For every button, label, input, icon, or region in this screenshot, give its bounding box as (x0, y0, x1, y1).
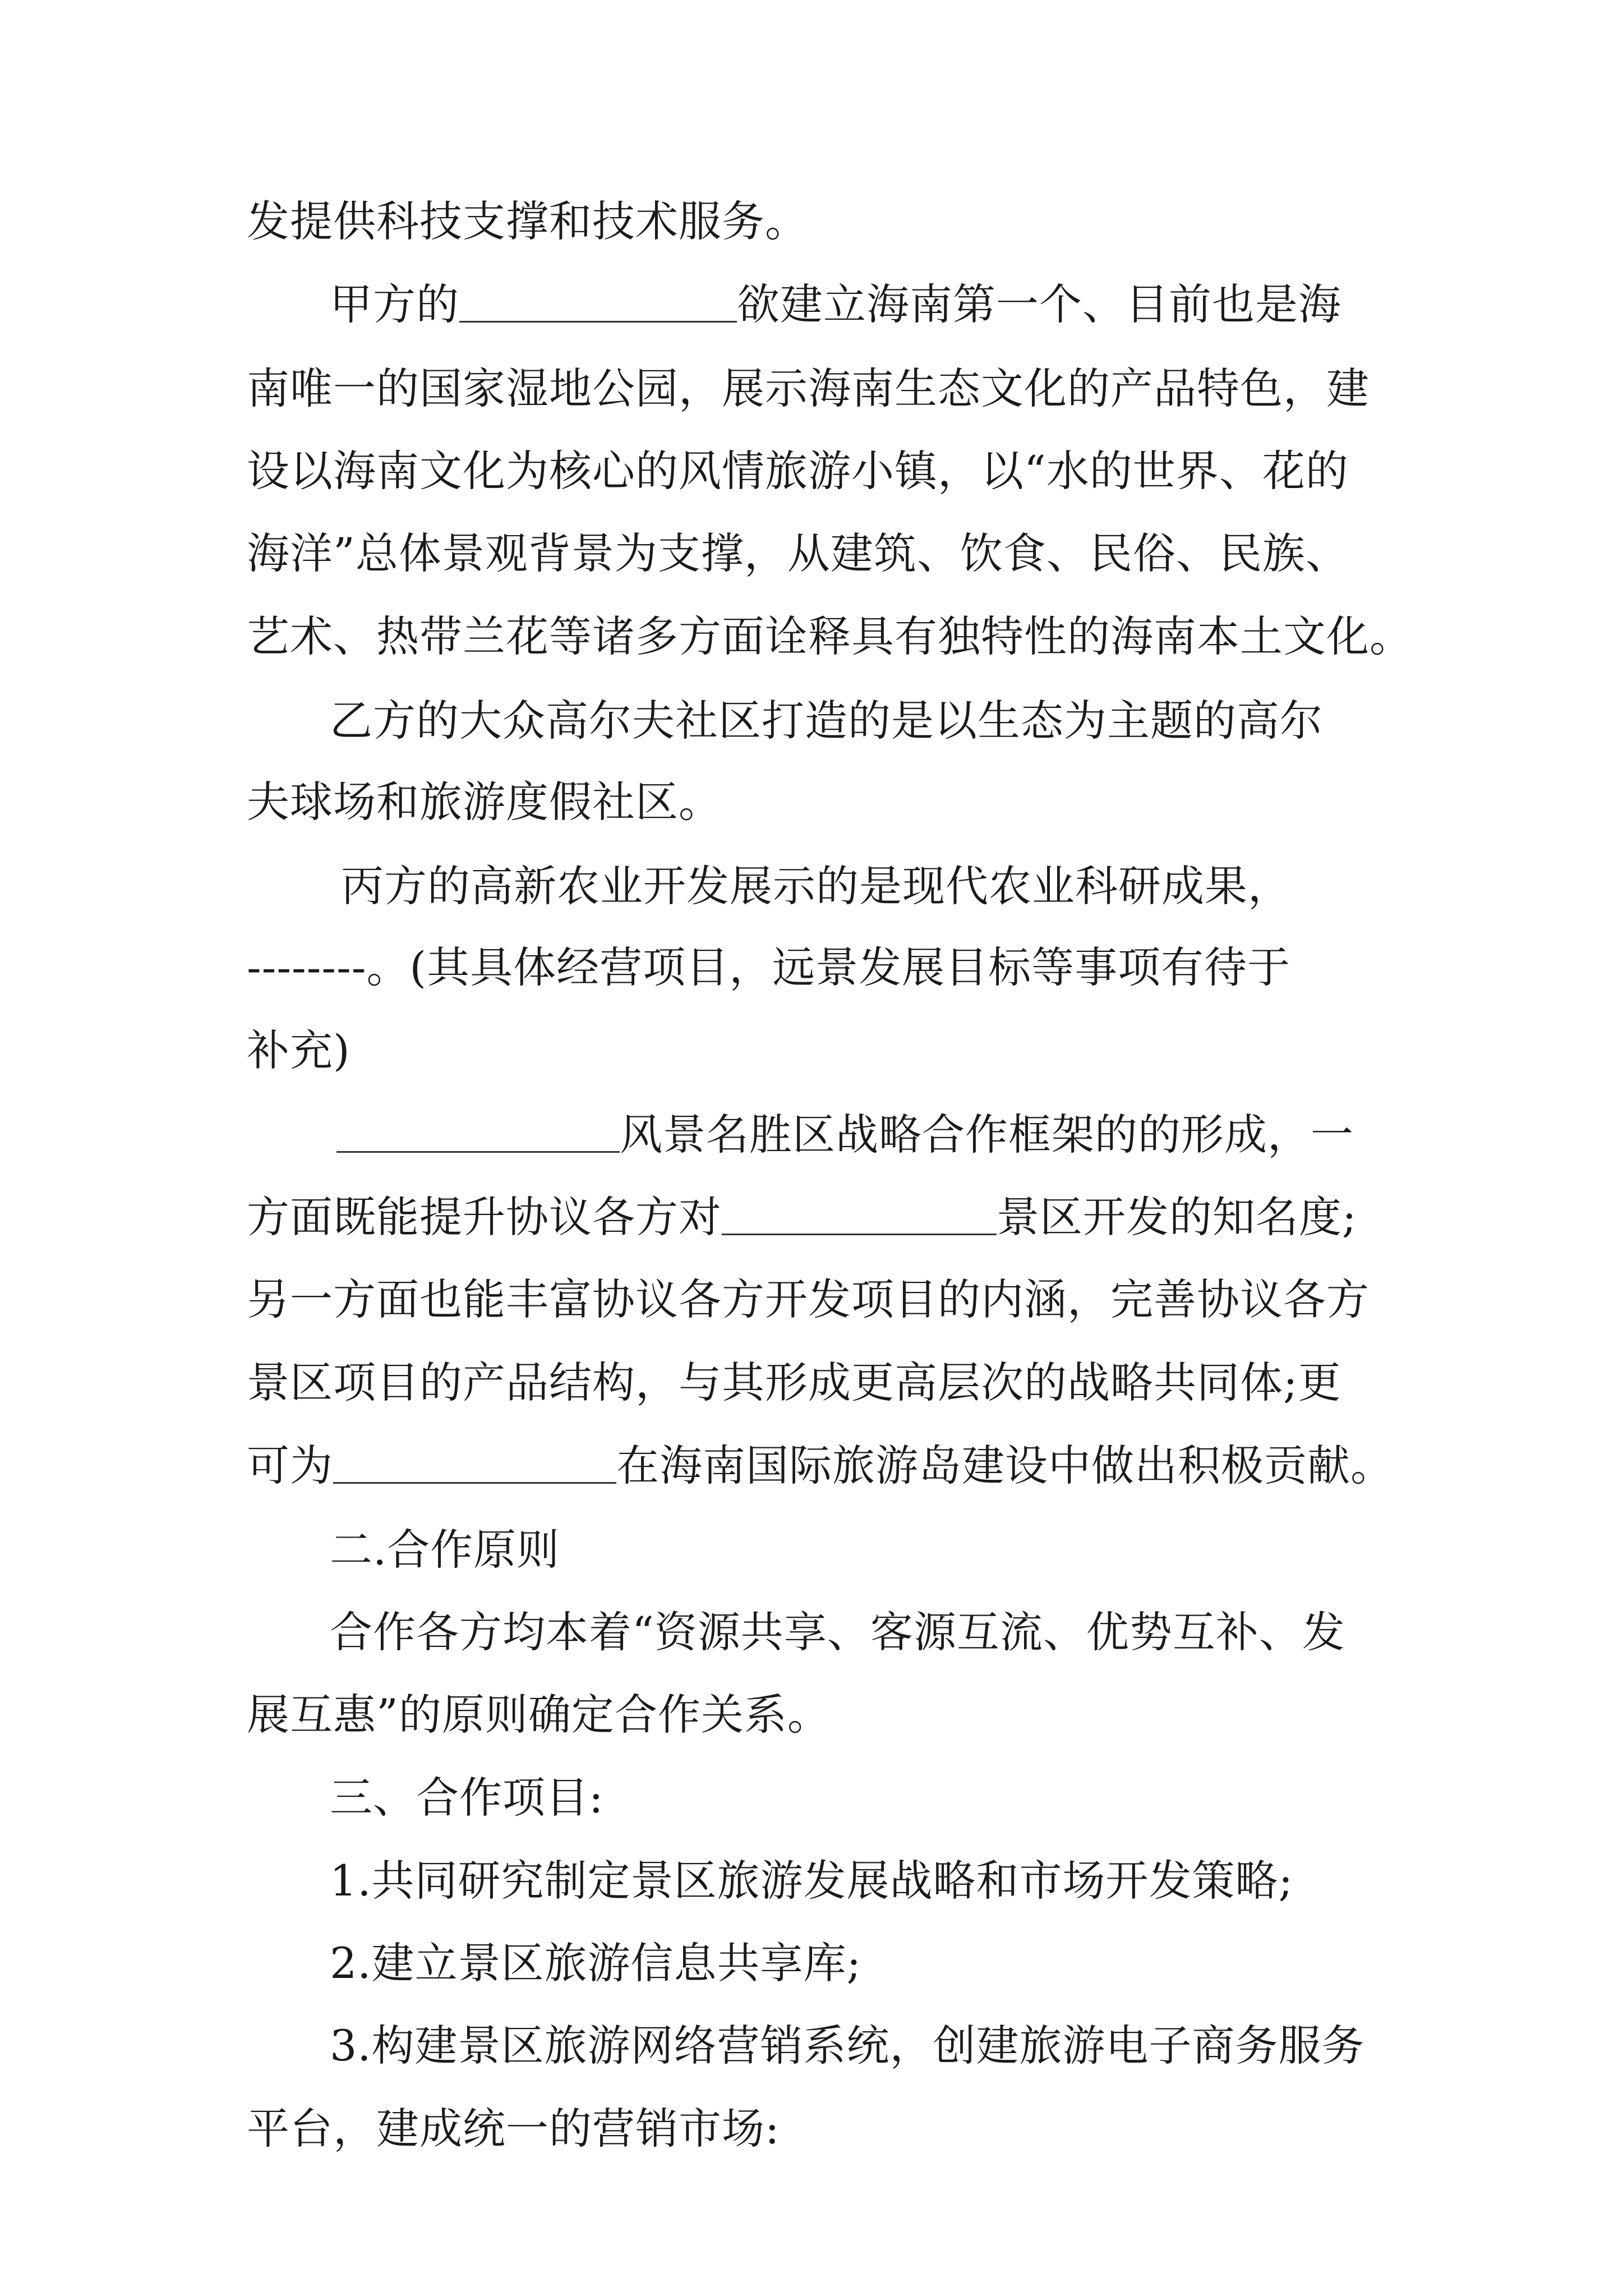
line-text: 夫球场和旅游度假社区。 (247, 777, 722, 827)
text-line (330, 277, 1341, 333)
fill-blank (722, 1194, 997, 1235)
fill-blank (459, 282, 737, 323)
text-line (247, 194, 808, 250)
line-text: 合作各方均本着“资源共享、客源互流、优势互补、发 (330, 1607, 1345, 1657)
text-line (247, 1023, 351, 1079)
text-line (247, 361, 1370, 417)
text-line (341, 858, 1291, 914)
text-line (247, 609, 1413, 665)
line-text: 设以海南文化为核心的风情旅游小镇，以“水的世界、花的 (247, 446, 1349, 496)
fill-blank (336, 1112, 620, 1153)
line-text: 平台，建成统一的营销市场: (247, 2104, 780, 2154)
line-text: 艺术、热带兰花等诸多方面诠释具有独特性的海南本土文化。 (247, 611, 1413, 661)
line-text: 丙方的高新农业开发展示的是现代农业科研成果， (341, 861, 1291, 911)
line-text: 可为 (247, 1441, 333, 1490)
line-text: 风景名胜区战略合作框架的的形成，一 (620, 1110, 1354, 1159)
text-line (247, 1189, 1357, 1245)
section-heading (330, 1522, 560, 1578)
line-text: 补充) (247, 1025, 351, 1075)
line-text: 南唯一的国家湿地公园，展示海南生态文化的产品特色，建 (247, 364, 1370, 413)
list-item (330, 1853, 1293, 1909)
line-text: 1.共同研究制定景区旅游发展战略和市场开发策略; (330, 1856, 1294, 1906)
text-line (330, 693, 1323, 749)
line-text: 发提供科技支撑和技术服务。 (247, 196, 808, 246)
line-text: 方面既能提升协议各方对 (247, 1192, 722, 1242)
line-text: 二.合作原则 (330, 1525, 560, 1575)
text-line (247, 2101, 780, 2157)
line-text: 海洋”总体景观背景为支撑，从建筑、饮食、民俗、民族、 (247, 528, 1349, 578)
text-line (247, 526, 1349, 582)
text-line (247, 774, 722, 830)
line-text: 三、合作项目: (330, 1773, 604, 1823)
line-text: 在海南国际旅游岛建设中做出积极贡献。 (616, 1441, 1394, 1490)
text-line (247, 1438, 1394, 1494)
text-line (247, 940, 1290, 996)
text-line (247, 1272, 1370, 1328)
text-line (247, 1687, 831, 1743)
line-text: 另一方面也能丰富协议各方开发项目的内涵，完善协议各方 (247, 1274, 1370, 1324)
text-line (336, 1107, 1354, 1163)
text-line (247, 443, 1349, 499)
line-text: 3.构建景区旅游网络营销系统，创建旅游电子商务服务 (330, 2021, 1365, 2070)
line-text: --------。(其具体经营项目，远景发展目标等事项有待于 (247, 942, 1291, 992)
line-text: 展互惠”的原则确定合作关系。 (247, 1690, 831, 1740)
line-text: 甲方的 (330, 279, 459, 329)
list-item (330, 1935, 861, 1991)
section-heading (330, 1770, 604, 1826)
line-text: 景区项目的产品结构，与其形成更高层次的战略共同体;更 (247, 1358, 1341, 1407)
list-item (330, 2018, 1365, 2074)
line-text: 乙方的大众高尔夫社区打造的是以生态为主题的高尔 (330, 696, 1323, 746)
line-text: 2.建立景区旅游信息共享库; (330, 1938, 862, 1988)
text-line (330, 1604, 1345, 1660)
fill-blank (333, 1443, 616, 1484)
line-text: 欲建立海南第一个、目前也是海 (737, 279, 1341, 329)
line-text: 景区开发的知名度; (997, 1192, 1357, 1242)
text-line (247, 1355, 1341, 1411)
